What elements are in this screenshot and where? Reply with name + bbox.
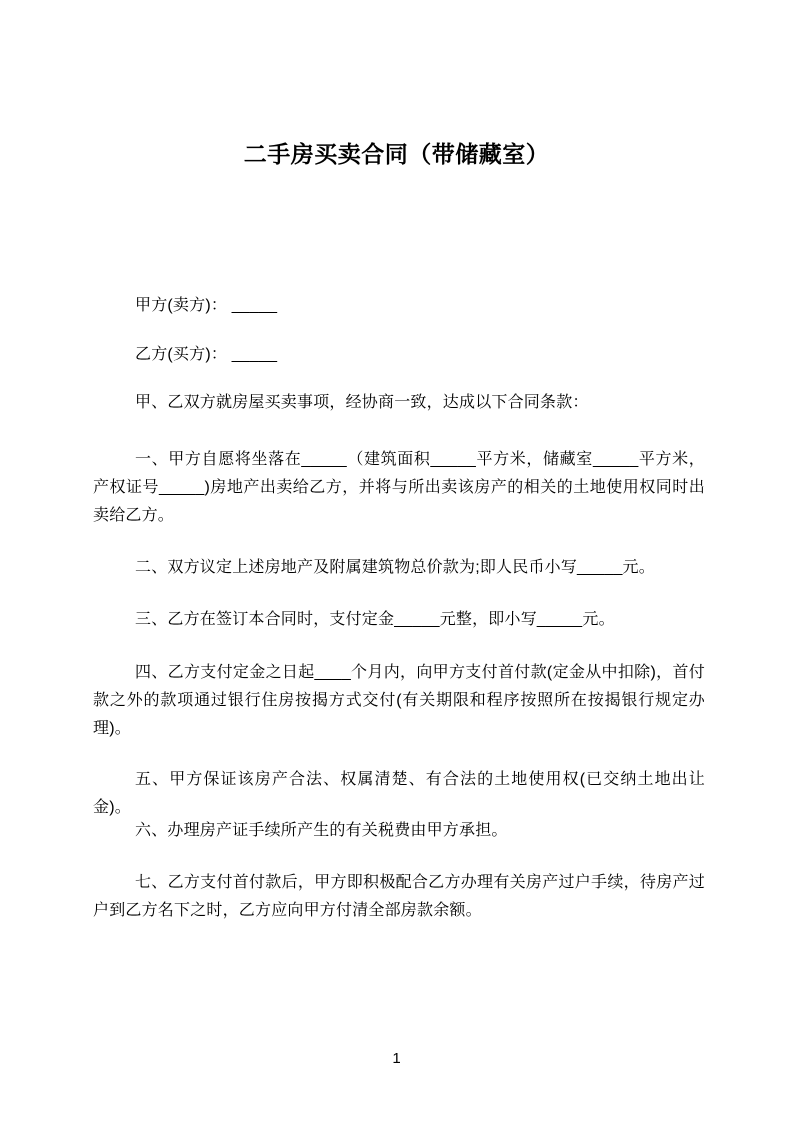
clause-2: 二、双方议定上述房地产及附属建筑物总价款为;即人民币小写_____元。 [135,559,655,576]
clause-3: 三、乙方在签订本合同时，支付定金_____元整，即小写_____元。 [135,611,615,628]
page-number: 1 [392,1050,401,1067]
party-b-line: 乙方(买方)： _____ [135,346,278,363]
clause-6: 六、办理房产证手续所产生的有关税费由甲方承担。 [135,822,508,839]
clause-5: 五、甲方保证该房产合法、权属清楚、有合法的土地使用权(已交纳土地出让金)。 [93,771,705,816]
clause-7: 七、乙方支付首付款后，甲方即积极配合乙方办理有关房产过户手续，待房产过户到乙方名下之时，乙方应向甲方付清全部房款余额。 [93,874,705,919]
preamble: 甲、乙双方就房屋买卖事项，经协商一致，达成以下合同条款： [135,394,589,411]
clause-4: 四、乙方支付定金之日起____个月内，向甲方支付首付款(定金从中扣除)，首付款之外的款项通过银行住房按揭方式交付(有关期限和程序按照所在按揭银行规定办理)。 [93,664,705,737]
contract-title: 二手房买卖合同（带储藏室） [243,141,550,167]
clause-1: 一、甲方自愿将坐落在_____（建筑面积_____平方米，储藏室_____平方米，产权证号_____)房地产出卖给乙方，并将与所出卖该房产的相关的土地使用权同时出卖给乙方。 [93,451,705,524]
party-a-line: 甲方(卖方)： _____ [135,297,278,314]
